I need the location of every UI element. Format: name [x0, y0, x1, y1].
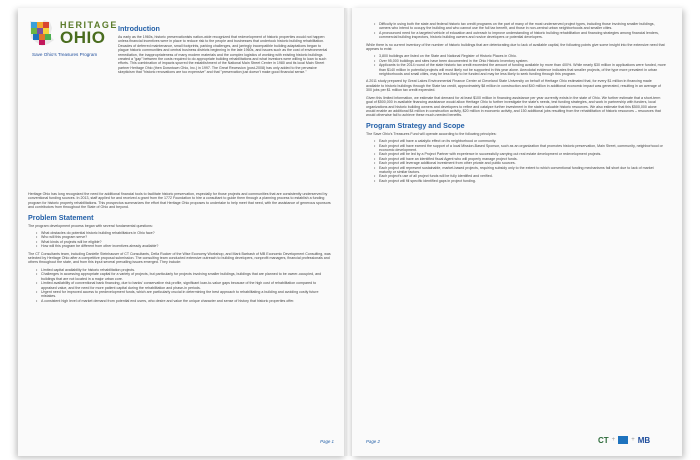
sponsor-logos — [598, 434, 668, 446]
heritage-ohio-logo — [28, 18, 132, 66]
intro-paragraph-1: As early as the 1960s, historic preservationists nation-wide recognized that redevelopment of historic properties would not happen unless financial incentives were in place to reduce risk to the people and businesses that undertook historic building rehabilitation. Decades of deferred maintenance, small footprints, parking challenges, and jarringly incompatible building adaptations began to plague historic communities and central business districts beginning in the late 1960s, and issues such as the cost of environmental remediation, the inappropriateness of many modern materials and the complex logistics of working with existing historic buildings created a "gap" between the costs required to do appropriate building rehabilitations and what investors were willing to loan to such efforts. This combination of impacts spurred the establishment of the National Main Street Center in 1980 and its local Main Street partner Heritage Ohio (then Downtown Ohio, Inc.) in 1997. The Great Recession (post-2008) has only added to the pervasive skepticism that "historic renovations are too expensive" and that "preservation just doesn't make good financial sense." — [118, 35, 328, 75]
principles-list — [374, 139, 666, 183]
list-item: • Who will this program serve? — [36, 235, 332, 239]
list-item: • Applicants to the 2014 round of the state historic tax credit exceeded the amount of funding available by more than 400%. While nearly $30 million in applications were funded, more than $140 million in potential projects will most likely not be supported in this year alone. Anecdotal evidence indicates that smaller projects, of the type more prevalent in urban neighborhoods and small cities, may be less likely to be funded and may be less likely to seek funding through this program. — [374, 63, 666, 76]
intro-column — [118, 22, 332, 78]
difficulty-list — [374, 22, 666, 40]
logo-word-ohio: OHIO — [60, 28, 106, 47]
questions-list — [36, 231, 332, 249]
list-item: • What obstacles do potential historic building rehabilitators in Ohio face? — [36, 231, 332, 235]
strategy-paragraph: The Save Ohio's Treasures Fund will operate according to the following principles: — [366, 131, 497, 136]
need-paragraph: While there is no current inventory of the number of historic buildings that are deteriorating due to lack of available capital, the following points give some insight into the extensive need that appears to exist: — [366, 42, 665, 52]
page-number: Page 2 — [366, 439, 380, 444]
list-item: • Urgent need for improved access to predevelopment funds, which are particularly crucial in determining the best approach to rehabilitating a building and avoiding costly future mistakes. — [36, 290, 332, 299]
page-number: Page 1 — [320, 439, 334, 444]
list-item: • Limited availability of conventional bank financing, due to banks' conservative risk profile, significant loan-to-value gaps because of the high cost of rehabilitation compared to appraised value, and the need for more patient capital during the rehabilitation and phase-in periods. — [36, 281, 332, 290]
problem-paragraph-2: The CT Consultants team, including Danielle Steinhauser of CT Consultants, Della Rucker of the Wise Economy Workshop, and Mark Barbash of MB Economic Development Consulting, was selected by Heritage Ohio after a competitive proposal submission. The consulting team conducted extensive outreach to building developers, nonprofit managers, financial professionals and others throughout the state, and from this input several prevailing issues emerged. They include: — [28, 251, 331, 265]
page-1 — [18, 8, 346, 456]
estimate-paragraph: Given this limited information, we estimate that demand for at least $100 million in financing assistance per year currently exists in the state of Ohio. We further estimate that a short-term goal of $500,000 in available financing assistance would allow Heritage Ohio to further investigate the state's needs, test funding strategies, and work in partnership with funders, local organizations and historic building owners and developers to refine and catalyze further investment in the state's valuable historic resources. We also estimate that this $500,000 alone would enable an additional $4 million in construction activity, $20 million in economic activity, and 150 additional jobs resulting from the rehabilitation of historic resources – resources that would otherwise fail to achieve these much-needed benefits. — [366, 95, 661, 118]
study-paragraph: A 2011 study prepared by Great Lakes Environmental Finance Center at Cleveland State University on behalf of Heritage Ohio estimated that, for every $1 million in financing made available to historic buildings through the State tax credit, approximately $8 million in construction and $40 million in additional economic impact was generated, resulting in an average of 300 jobs per $1 million tax credit expended. — [366, 79, 661, 93]
strategy-heading: Program Strategy and Scope — [366, 120, 465, 130]
plus-sign: + — [631, 437, 635, 443]
list-item: • Over 95,000 buildings and sites have been documented in the Ohio Historic Inventory system. — [374, 59, 666, 63]
issues-list — [36, 268, 332, 303]
list-item: • Each project will have a catalytic effect on its neighborhood or community. — [374, 139, 666, 143]
list-item: • Each project's use of all project funds will be fully identified and verified. — [374, 174, 666, 178]
intro-paragraph-2: Heritage Ohio has long recognized the need for additional financial tools to facilitate historic preservation, especially for those projects and communities that are consistently underserved by conventional funding sources. In 2013, staff applied for and received a grant from the 1772 Foundation to hire a consultant to guide them through a planning process to establish a funding program for historic property rehabilitations. This prospectus summarizes the effort that Heritage Ohio proposes to undertake to help meet that need, with the assistance of generous sponsors and contributors from throughout the State of Ohio and beyond. — [28, 192, 331, 210]
problem-heading: Problem Statement — [28, 212, 94, 222]
logo-tagline: Save Ohio's Treasures Program — [32, 52, 98, 57]
list-item: • Each project will have an identified fiscal Agent who will properly manage project funds. — [374, 157, 666, 161]
list-item: • Each project will fill specific identified gaps in project funding. — [374, 179, 666, 183]
plus-sign: + — [611, 437, 616, 443]
intro-heading: Introduction — [118, 24, 160, 33]
ohio-map-icon — [28, 18, 58, 48]
list-item: • Each project will leverage additional investment from other private and public sources. — [374, 161, 666, 165]
ct-consultants-logo: CT — [598, 435, 609, 445]
list-item: • Challenges in accessing appropriate capital for a variety of projects, but particularly for projects involving smaller buildings, buildings that are planned to be owner-occupied, and buildings that are not located in a major urban core. — [36, 272, 332, 281]
mb-economic-logo: MB — [637, 435, 651, 445]
list-item: • Each project will have earned the support of a local Mission-Based Sponsor, such as an organization that promotes historic preservation, Main Street, community, neighborhood or economic development. — [374, 144, 666, 153]
page-2 — [352, 8, 682, 456]
left-main-text — [28, 192, 332, 306]
right-main-text — [366, 22, 666, 186]
list-item: • 3,800 buildings are listed on the State and National Register of Historic Places in Ohio. — [374, 54, 666, 58]
need-points-list — [374, 54, 666, 76]
logo-word-heritage: HERITAGE — [60, 20, 118, 30]
wise-economy-logo-icon — [618, 436, 628, 444]
list-item: • What kinds of projects will be eligible? — [36, 240, 332, 244]
problem-paragraph-1: The program development process began with several fundamental questions: — [28, 223, 153, 228]
list-item: • Each project will be led by a Project Partner with experience in successfully carrying out real estate development or redevelopment projects. — [374, 152, 666, 156]
list-item: • Difficulty in using both the state and federal historic tax credit programs on the part of many of the most underserved project types, including those involving smaller buildings, owners who intend to occupy the building and who cannot use the full tax benefit, and those in non-central urban neighborhoods and smaller cities. — [374, 22, 666, 31]
list-item: • A consistent high level of market demand from potential end users, who desire and value the unique character and sense of history that historic properties offer. — [36, 299, 332, 303]
list-item: • Limited capital availability for historic rehabilitation projects. — [36, 268, 332, 272]
list-item: • Each project will represent sustainable, market-based projects, requiring subsidy only to the extent to which conventional funding mechanisms fall short due to lack of market maturity or similar factors. — [374, 166, 666, 175]
list-item: • A pronounced need for a targeted vehicle of education and outreach to improve understanding of historic building rehabilitation and financing strategies among financial lenders, commercial building inspectors, historic building owners and novice developers or potential developers. — [374, 31, 666, 40]
list-item: • How will this program be different from other incentives already available? — [36, 244, 332, 248]
